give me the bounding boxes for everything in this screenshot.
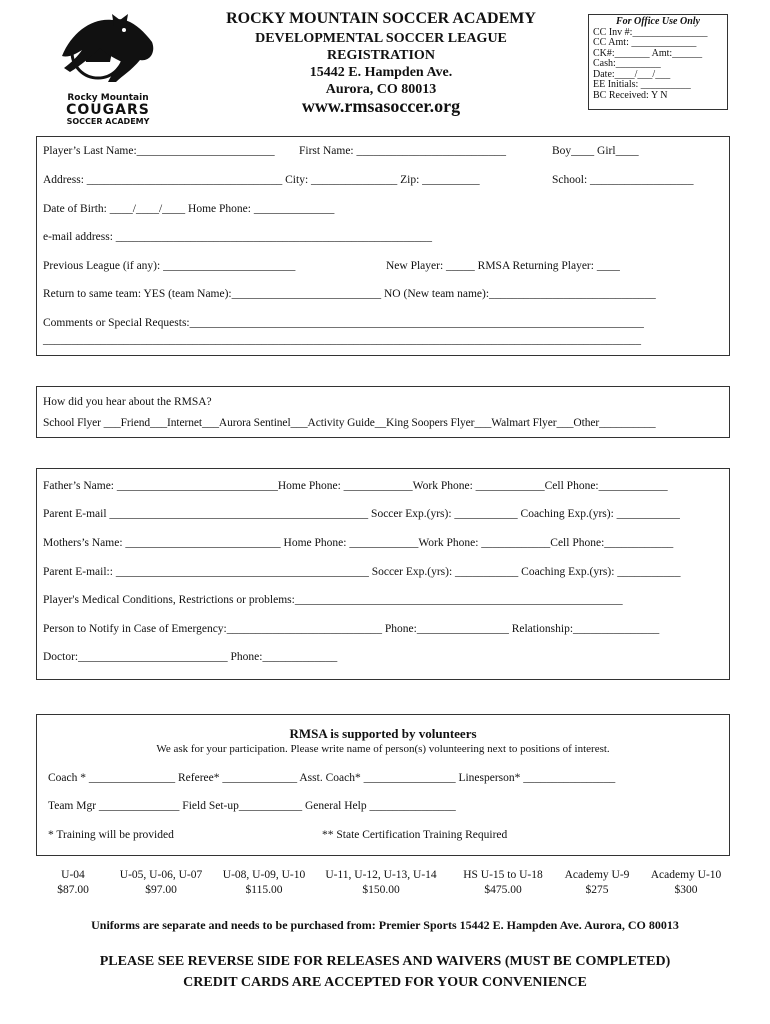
cougar-logo-icon — [52, 12, 164, 88]
price-label: U-08, U-09, U-10 — [222, 869, 306, 881]
referral-options[interactable]: School Flyer ___Friend___Internet___Aurora Sentinel___Activity Guide__King Soopers Flyer___Walmart Flyer___Other__________ — [43, 417, 656, 429]
office-check[interactable]: CK#:_______ Amt:______ — [593, 47, 703, 59]
price-label: HS U-15 to U-18 — [463, 869, 543, 881]
academy-logo — [52, 12, 164, 126]
dob-field[interactable]: Date of Birth: ____/____/____ Home Phone: ______________ — [43, 203, 335, 215]
new-player-field[interactable]: New Player: _____ RMSA Returning Player: ____ — [386, 260, 620, 272]
header-website[interactable]: www.rmsasoccer.org — [301, 96, 461, 116]
price-amount: $150.00 — [362, 884, 400, 896]
reverse-side-notice: PLEASE SEE REVERSE SIDE FOR RELEASES AND WAIVERS (MUST BE COMPLETED) — [99, 954, 671, 969]
school-field[interactable]: School: __________________ — [552, 174, 694, 186]
office-initials[interactable]: EE Initials: __________ — [593, 79, 691, 90]
office-cc-amt[interactable]: CC Amt: _____________ — [593, 37, 697, 48]
price-amount: $300 — [674, 884, 698, 896]
volunteer-title: RMSA is supported by volunteers — [289, 726, 477, 741]
father-field[interactable]: Father’s Name: ____________________________Home Phone: ____________Work Phone: ____________Cell Phone:____________ — [43, 480, 668, 492]
price-u04 — [40, 868, 106, 898]
return-team-field[interactable]: Return to same team: YES (team Name):__________________________ NO (New team name):_____________________________ — [43, 288, 656, 300]
parent-email-1-field[interactable]: Parent E-mail _____________________________________________ Soccer Exp.(yrs): ___________ Coaching Exp.(yrs): ___________ — [43, 508, 680, 520]
price-amount: $115.00 — [245, 884, 283, 896]
doctor-field[interactable]: Doctor:__________________________ Phone:_____________ — [43, 651, 338, 663]
referral-question: How did you hear about the RMSA? — [43, 396, 212, 408]
price-label: U-05, U-06, U-07 — [119, 869, 203, 881]
price-u08-u10 — [214, 868, 314, 898]
volunteer-row-1[interactable]: Coach * _______________ Referee* _____________ Asst. Coach* ________________ Linesperson* ________________ — [48, 772, 616, 784]
comments-field[interactable]: Comments or Special Requests:_______________________________________________________________________________ — [43, 317, 644, 329]
price-label: U-11, U-12, U-13, U-14 — [325, 869, 437, 881]
office-date[interactable]: Date:____/___/___ — [593, 68, 671, 80]
price-label: Academy U-10 — [650, 869, 722, 881]
price-academy-u9 — [557, 868, 637, 898]
header-league: DEVELOPMENTAL SOCCER LEAGUE — [255, 31, 507, 46]
price-amount: $275 — [585, 884, 609, 896]
price-u05-u07 — [111, 868, 211, 898]
uniforms-notice: Uniforms are separate and needs to be purchased from: Premier Sports 15442 E. Hampden Ave. Aurora, CO 80013 — [91, 918, 679, 932]
office-title: For Office Use Only — [616, 16, 700, 27]
logo-line3: SOCCER ACADEMY — [66, 117, 150, 126]
volunteer-subtitle: We ask for your participation. Please write name of person(s) volunteering next to positions of interest. — [156, 743, 610, 755]
price-amount: $97.00 — [145, 884, 177, 896]
price-amount: $87.00 — [57, 884, 89, 896]
header-street: 15442 E. Hampden Ave. — [309, 65, 453, 80]
volunteer-row-2[interactable]: Team Mgr ______________ Field Set-up___________ General Help _______________ — [48, 800, 456, 812]
price-academy-u10 — [642, 868, 730, 898]
price-label: U-04 — [61, 869, 85, 881]
emergency-contact-field[interactable]: Person to Notify in Case of Emergency:___________________________ Phone:________________ Relationship:_______________ — [43, 623, 660, 635]
gender-field[interactable]: Boy____ Girl____ — [552, 145, 639, 157]
medical-field[interactable]: Player's Medical Conditions, Restrictions or problems:_________________________________________________________ — [43, 594, 623, 606]
price-u11-u14 — [317, 868, 445, 898]
training-note: * Training will be provided — [48, 829, 174, 841]
referral-box — [36, 386, 730, 438]
player-last-name-field[interactable]: Player’s Last Name:________________________ — [43, 145, 275, 157]
address-field[interactable]: Address: __________________________________ City: _______________ Zip: __________ — [43, 174, 480, 186]
certification-note: ** State Certification Training Required — [322, 829, 508, 841]
office-bc-received[interactable]: BC Received: Y N — [593, 89, 668, 101]
comments-line2[interactable]: ________________________________________________________________________________________________________ — [43, 334, 641, 346]
header-city: Aurora, CO 80013 — [325, 82, 437, 97]
header-registration: REGISTRATION — [327, 48, 435, 63]
previous-league-field[interactable]: Previous League (if any): _______________________ — [43, 260, 296, 272]
office-cash[interactable]: Cash:_________ — [593, 58, 661, 69]
parent-email-2-field[interactable]: Parent E-mail:: ____________________________________________ Soccer Exp.(yrs): ___________ Coaching Exp.(yrs): ___________ — [43, 566, 681, 578]
office-use-box — [588, 14, 728, 110]
credit-card-notice: CREDIT CARDS ARE ACCEPTED FOR YOUR CONVENIENCE — [183, 975, 587, 990]
office-cc-inv[interactable]: CC Inv #:_______________ — [593, 26, 708, 38]
price-amount: $475.00 — [484, 884, 522, 896]
form-title: ROCKY MOUNTAIN SOCCER ACADEMY — [226, 10, 536, 27]
price-label: Academy U-9 — [564, 869, 630, 881]
player-first-name-field[interactable]: First Name: __________________________ — [299, 145, 506, 157]
logo-line1: Rocky Mountain — [67, 93, 149, 103]
email-field[interactable]: e-mail address: _______________________________________________________ — [43, 231, 433, 243]
price-hs — [455, 868, 551, 898]
mother-field[interactable]: Mothers’s Name: ___________________________ Home Phone: ____________Work Phone: ____________Cell Phone:____________ — [43, 537, 674, 549]
logo-line2: COUGARS — [66, 102, 150, 118]
